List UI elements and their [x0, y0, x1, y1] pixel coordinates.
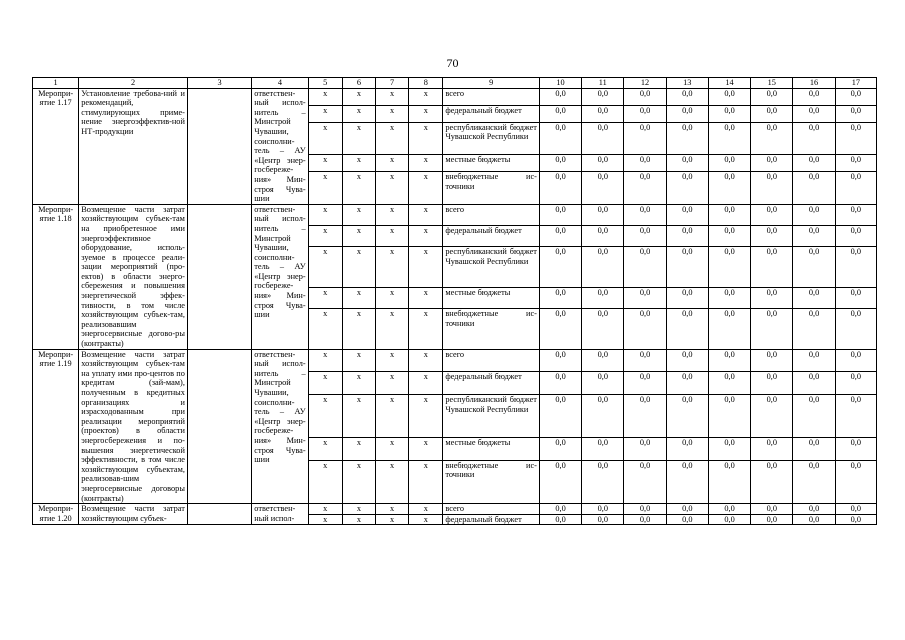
x-mark-cell: x — [342, 204, 375, 225]
value-cell: 0,0 — [835, 287, 876, 308]
funding-source-cell: федеральный бюджет — [443, 105, 540, 122]
value-cell: 0,0 — [835, 88, 876, 105]
value-cell: 0,0 — [539, 247, 581, 288]
x-mark-cell: x — [308, 460, 342, 503]
value-cell: 0,0 — [582, 287, 624, 308]
value-cell: 0,0 — [751, 438, 793, 461]
measure-code-cell: Меропри-ятие 1.17 — [33, 88, 79, 204]
x-mark-cell: x — [342, 514, 375, 525]
funding-source-cell: республиканский бюджет Чувашской Республики — [443, 394, 540, 437]
value-cell: 0,0 — [835, 309, 876, 350]
x-mark-cell: x — [375, 514, 408, 525]
value-cell: 0,0 — [666, 225, 708, 246]
x-mark-cell: x — [375, 460, 408, 503]
value-cell: 0,0 — [835, 438, 876, 461]
value-cell: 0,0 — [751, 122, 793, 154]
value-cell: 0,0 — [751, 225, 793, 246]
x-mark-cell: x — [342, 122, 375, 154]
value-cell: 0,0 — [708, 514, 750, 525]
value-cell: 0,0 — [539, 460, 581, 503]
column-number-cell: 2 — [79, 78, 188, 89]
x-mark-cell: x — [308, 287, 342, 308]
value-cell: 0,0 — [582, 155, 624, 172]
value-cell: 0,0 — [582, 105, 624, 122]
value-cell: 0,0 — [793, 372, 835, 395]
value-cell: 0,0 — [708, 88, 750, 105]
value-cell: 0,0 — [793, 394, 835, 437]
value-cell: 0,0 — [666, 105, 708, 122]
x-mark-cell: x — [342, 155, 375, 172]
x-mark-cell: x — [308, 155, 342, 172]
value-cell: 0,0 — [751, 514, 793, 525]
value-cell: 0,0 — [624, 504, 666, 515]
value-cell: 0,0 — [835, 204, 876, 225]
x-mark-cell: x — [308, 172, 342, 205]
value-cell: 0,0 — [666, 504, 708, 515]
x-mark-cell: x — [308, 247, 342, 288]
value-cell: 0,0 — [624, 225, 666, 246]
value-cell: 0,0 — [539, 155, 581, 172]
value-cell: 0,0 — [835, 172, 876, 205]
x-mark-cell: x — [409, 460, 443, 503]
column-number-cell: 10 — [539, 78, 581, 89]
value-cell: 0,0 — [624, 247, 666, 288]
value-cell: 0,0 — [835, 504, 876, 515]
funding-source-cell: внебюджетные ис-точники — [443, 460, 540, 503]
x-mark-cell: x — [409, 372, 443, 395]
value-cell: 0,0 — [708, 225, 750, 246]
value-cell: 0,0 — [793, 309, 835, 350]
measure-name-cell: Установление требова-ний и рекомендаций, стимулирующих приме-нение энергоэффектив-ной НТ-продукции — [79, 88, 188, 204]
measure-code-cell: Меропри-ятие 1.20 — [33, 504, 79, 525]
value-cell: 0,0 — [666, 460, 708, 503]
value-cell: 0,0 — [666, 122, 708, 154]
value-cell: 0,0 — [539, 372, 581, 395]
value-cell: 0,0 — [793, 287, 835, 308]
value-cell: 0,0 — [624, 372, 666, 395]
x-mark-cell: x — [342, 394, 375, 437]
value-cell: 0,0 — [708, 349, 750, 372]
value-cell: 0,0 — [539, 438, 581, 461]
value-cell: 0,0 — [793, 204, 835, 225]
x-mark-cell: x — [375, 309, 408, 350]
value-cell: 0,0 — [708, 247, 750, 288]
value-cell: 0,0 — [835, 372, 876, 395]
x-mark-cell: x — [409, 394, 443, 437]
funding-source-cell: республиканский бюджет Чувашской Республики — [443, 247, 540, 288]
value-cell: 0,0 — [708, 287, 750, 308]
value-cell: 0,0 — [582, 172, 624, 205]
x-mark-cell: x — [409, 155, 443, 172]
value-cell: 0,0 — [582, 514, 624, 525]
value-cell: 0,0 — [539, 105, 581, 122]
value-cell: 0,0 — [539, 287, 581, 308]
value-cell: 0,0 — [793, 438, 835, 461]
value-cell: 0,0 — [708, 122, 750, 154]
value-cell: 0,0 — [666, 204, 708, 225]
value-cell: 0,0 — [666, 155, 708, 172]
x-mark-cell: x — [375, 155, 408, 172]
measure-name-cell: Возмещение части затрат хозяйствующим субъек- — [79, 504, 188, 525]
x-mark-cell: x — [342, 287, 375, 308]
value-cell: 0,0 — [835, 460, 876, 503]
column-number-row — [33, 78, 877, 89]
x-mark-cell: x — [342, 349, 375, 372]
x-mark-cell: x — [409, 504, 443, 515]
funding-source-cell: всего — [443, 349, 540, 372]
value-cell: 0,0 — [666, 172, 708, 205]
value-cell: 0,0 — [582, 460, 624, 503]
value-cell: 0,0 — [539, 349, 581, 372]
value-cell: 0,0 — [539, 88, 581, 105]
value-cell: 0,0 — [666, 88, 708, 105]
x-mark-cell: x — [308, 88, 342, 105]
x-mark-cell: x — [308, 514, 342, 525]
executor-cell: ответствен-ный испол-нитель – Минстрой Чувашии, соисполни-тель – АУ «Центр энер-госбереже-ния» Мин-строя Чува-шии — [252, 204, 308, 349]
value-cell: 0,0 — [539, 172, 581, 205]
column-number-cell: 17 — [835, 78, 876, 89]
x-mark-cell: x — [342, 504, 375, 515]
value-cell: 0,0 — [751, 309, 793, 350]
x-mark-cell: x — [308, 349, 342, 372]
value-cell: 0,0 — [751, 155, 793, 172]
page-number: 70 — [446, 56, 459, 70]
measure-name-cell: Возмещение части затрат хозяйствующим субъек-там на уплату ими про-центов по кредитам (зай-мам), полученным в кредитных организациях и израсходованным при реализации мероприятий (проектов) в области энергосбережения и по-вышения энергетической эффективности, в том числе хозяйствующим субъектам, реализовав-шим энергосервисные договоры (контракты) — [79, 349, 188, 504]
column-number-cell: 9 — [443, 78, 540, 89]
value-cell: 0,0 — [835, 247, 876, 288]
value-cell: 0,0 — [539, 504, 581, 515]
value-cell: 0,0 — [666, 438, 708, 461]
x-mark-cell: x — [375, 438, 408, 461]
value-cell: 0,0 — [708, 172, 750, 205]
x-mark-cell: x — [308, 122, 342, 154]
value-cell: 0,0 — [624, 88, 666, 105]
value-cell: 0,0 — [539, 309, 581, 350]
funding-source-cell: федеральный бюджет — [443, 372, 540, 395]
x-mark-cell: x — [308, 372, 342, 395]
value-cell: 0,0 — [835, 514, 876, 525]
funding-source-cell: местные бюджеты — [443, 155, 540, 172]
value-cell: 0,0 — [624, 172, 666, 205]
value-cell: 0,0 — [666, 394, 708, 437]
funding-source-cell: местные бюджеты — [443, 438, 540, 461]
column-number-cell: 15 — [751, 78, 793, 89]
value-cell: 0,0 — [666, 309, 708, 350]
value-cell: 0,0 — [793, 88, 835, 105]
measure-code-cell: Меропри-ятие 1.18 — [33, 204, 79, 349]
value-cell: 0,0 — [539, 225, 581, 246]
value-cell: 0,0 — [751, 204, 793, 225]
value-cell: 0,0 — [666, 287, 708, 308]
value-cell: 0,0 — [539, 514, 581, 525]
value-cell: 0,0 — [582, 394, 624, 437]
funding-row — [33, 349, 877, 372]
col3-cell — [187, 504, 251, 525]
x-mark-cell: x — [375, 105, 408, 122]
value-cell: 0,0 — [582, 309, 624, 350]
value-cell: 0,0 — [751, 504, 793, 515]
value-cell: 0,0 — [793, 514, 835, 525]
col3-cell — [187, 204, 251, 349]
x-mark-cell: x — [375, 204, 408, 225]
value-cell: 0,0 — [751, 460, 793, 503]
x-mark-cell: x — [308, 225, 342, 246]
column-number-cell: 6 — [342, 78, 375, 89]
value-cell: 0,0 — [624, 287, 666, 308]
value-cell: 0,0 — [708, 438, 750, 461]
value-cell: 0,0 — [793, 122, 835, 154]
value-cell: 0,0 — [582, 504, 624, 515]
x-mark-cell: x — [342, 247, 375, 288]
value-cell: 0,0 — [751, 349, 793, 372]
executor-cell: ответствен-ный испол-нитель – Минстрой Чувашии, соисполни-тель – АУ «Центр энер-госбереже-ния» Мин-строя Чува-шии — [252, 88, 308, 204]
funding-source-cell: федеральный бюджет — [443, 514, 540, 525]
value-cell: 0,0 — [708, 204, 750, 225]
value-cell: 0,0 — [708, 460, 750, 503]
value-cell: 0,0 — [582, 372, 624, 395]
column-number-cell: 13 — [666, 78, 708, 89]
funding-source-cell: республиканский бюджет Чувашской Республики — [443, 122, 540, 154]
x-mark-cell: x — [409, 88, 443, 105]
funding-source-cell: всего — [443, 504, 540, 515]
value-cell: 0,0 — [666, 349, 708, 372]
column-number-cell: 7 — [375, 78, 408, 89]
value-cell: 0,0 — [793, 155, 835, 172]
x-mark-cell: x — [342, 172, 375, 205]
funding-source-cell: внебюджетные ис-точники — [443, 172, 540, 205]
x-mark-cell: x — [342, 105, 375, 122]
value-cell: 0,0 — [666, 372, 708, 395]
value-cell: 0,0 — [835, 349, 876, 372]
value-cell: 0,0 — [751, 247, 793, 288]
value-cell: 0,0 — [793, 460, 835, 503]
x-mark-cell: x — [409, 349, 443, 372]
value-cell: 0,0 — [708, 372, 750, 395]
funding-source-cell: федеральный бюджет — [443, 225, 540, 246]
value-cell: 0,0 — [624, 460, 666, 503]
executor-cell: ответствен-ный испол- — [252, 504, 308, 525]
x-mark-cell: x — [308, 438, 342, 461]
value-cell: 0,0 — [539, 394, 581, 437]
column-number-cell: 8 — [409, 78, 443, 89]
value-cell: 0,0 — [793, 349, 835, 372]
value-cell: 0,0 — [666, 514, 708, 525]
value-cell: 0,0 — [582, 88, 624, 105]
column-number-cell: 12 — [624, 78, 666, 89]
value-cell: 0,0 — [793, 105, 835, 122]
x-mark-cell: x — [375, 172, 408, 205]
value-cell: 0,0 — [624, 105, 666, 122]
value-cell: 0,0 — [835, 394, 876, 437]
x-mark-cell: x — [409, 225, 443, 246]
x-mark-cell: x — [409, 172, 443, 205]
x-mark-cell: x — [409, 514, 443, 525]
x-mark-cell: x — [308, 504, 342, 515]
funding-row — [33, 504, 877, 515]
funding-source-cell: внебюджетные ис-точники — [443, 309, 540, 350]
funding-row — [33, 88, 877, 105]
x-mark-cell: x — [308, 105, 342, 122]
x-mark-cell: x — [342, 309, 375, 350]
value-cell: 0,0 — [539, 122, 581, 154]
value-cell: 0,0 — [751, 88, 793, 105]
program-measures-table — [32, 77, 877, 525]
value-cell: 0,0 — [708, 504, 750, 515]
funding-source-cell: всего — [443, 204, 540, 225]
value-cell: 0,0 — [582, 247, 624, 288]
value-cell: 0,0 — [835, 155, 876, 172]
column-number-cell: 16 — [793, 78, 835, 89]
value-cell: 0,0 — [624, 309, 666, 350]
x-mark-cell: x — [375, 372, 408, 395]
col3-cell — [187, 88, 251, 204]
column-number-cell: 1 — [33, 78, 79, 89]
x-mark-cell: x — [409, 438, 443, 461]
column-number-cell: 3 — [187, 78, 251, 89]
value-cell: 0,0 — [751, 372, 793, 395]
x-mark-cell: x — [409, 309, 443, 350]
column-number-cell: 11 — [582, 78, 624, 89]
value-cell: 0,0 — [751, 287, 793, 308]
executor-cell: ответствен-ный испол-нитель – Минстрой Чувашии, соисполни-тель – АУ «Центр энер-госбереже-ния» Мин-строя Чува-шии — [252, 349, 308, 504]
value-cell: 0,0 — [582, 225, 624, 246]
x-mark-cell: x — [375, 394, 408, 437]
value-cell: 0,0 — [708, 394, 750, 437]
value-cell: 0,0 — [582, 349, 624, 372]
value-cell: 0,0 — [624, 155, 666, 172]
x-mark-cell: x — [375, 225, 408, 246]
x-mark-cell: x — [409, 105, 443, 122]
value-cell: 0,0 — [708, 105, 750, 122]
value-cell: 0,0 — [624, 438, 666, 461]
value-cell: 0,0 — [624, 204, 666, 225]
x-mark-cell: x — [409, 287, 443, 308]
x-mark-cell: x — [375, 88, 408, 105]
x-mark-cell: x — [375, 287, 408, 308]
x-mark-cell: x — [342, 88, 375, 105]
value-cell: 0,0 — [666, 247, 708, 288]
x-mark-cell: x — [342, 225, 375, 246]
x-mark-cell: x — [375, 122, 408, 154]
value-cell: 0,0 — [624, 394, 666, 437]
funding-source-cell: местные бюджеты — [443, 287, 540, 308]
value-cell: 0,0 — [835, 105, 876, 122]
value-cell: 0,0 — [539, 204, 581, 225]
value-cell: 0,0 — [751, 105, 793, 122]
value-cell: 0,0 — [582, 438, 624, 461]
x-mark-cell: x — [308, 204, 342, 225]
measure-name-cell: Возмещение части затрат хозяйствующим субъек-там на приобретенное ими энергоэффективное оборудование, исполь-зуемое в процессе реали-зации мероприятий (про-ектов) в области энерго-сбережения и повышения энергетической эффек-тивности, в том числе хозяйствующим субъек-там, реализовавшим энергосервисные догово-ры (контракты) — [79, 204, 188, 349]
x-mark-cell: x — [342, 438, 375, 461]
x-mark-cell: x — [409, 122, 443, 154]
value-cell: 0,0 — [624, 349, 666, 372]
x-mark-cell: x — [308, 394, 342, 437]
value-cell: 0,0 — [624, 514, 666, 525]
value-cell: 0,0 — [582, 122, 624, 154]
value-cell: 0,0 — [835, 225, 876, 246]
funding-source-cell: всего — [443, 88, 540, 105]
value-cell: 0,0 — [624, 122, 666, 154]
x-mark-cell: x — [342, 460, 375, 503]
value-cell: 0,0 — [835, 122, 876, 154]
funding-row — [33, 204, 877, 225]
column-number-cell: 4 — [252, 78, 308, 89]
value-cell: 0,0 — [793, 504, 835, 515]
value-cell: 0,0 — [708, 309, 750, 350]
col3-cell — [187, 349, 251, 504]
x-mark-cell: x — [375, 247, 408, 288]
x-mark-cell: x — [409, 204, 443, 225]
value-cell: 0,0 — [708, 155, 750, 172]
column-number-cell: 14 — [708, 78, 750, 89]
value-cell: 0,0 — [751, 394, 793, 437]
measure-code-cell: Меропри-ятие 1.19 — [33, 349, 79, 504]
x-mark-cell: x — [375, 504, 408, 515]
value-cell: 0,0 — [793, 172, 835, 205]
value-cell: 0,0 — [751, 172, 793, 205]
x-mark-cell: x — [375, 349, 408, 372]
x-mark-cell: x — [342, 372, 375, 395]
column-number-cell: 5 — [308, 78, 342, 89]
value-cell: 0,0 — [793, 247, 835, 288]
value-cell: 0,0 — [582, 204, 624, 225]
x-mark-cell: x — [308, 309, 342, 350]
value-cell: 0,0 — [793, 225, 835, 246]
x-mark-cell: x — [409, 247, 443, 288]
